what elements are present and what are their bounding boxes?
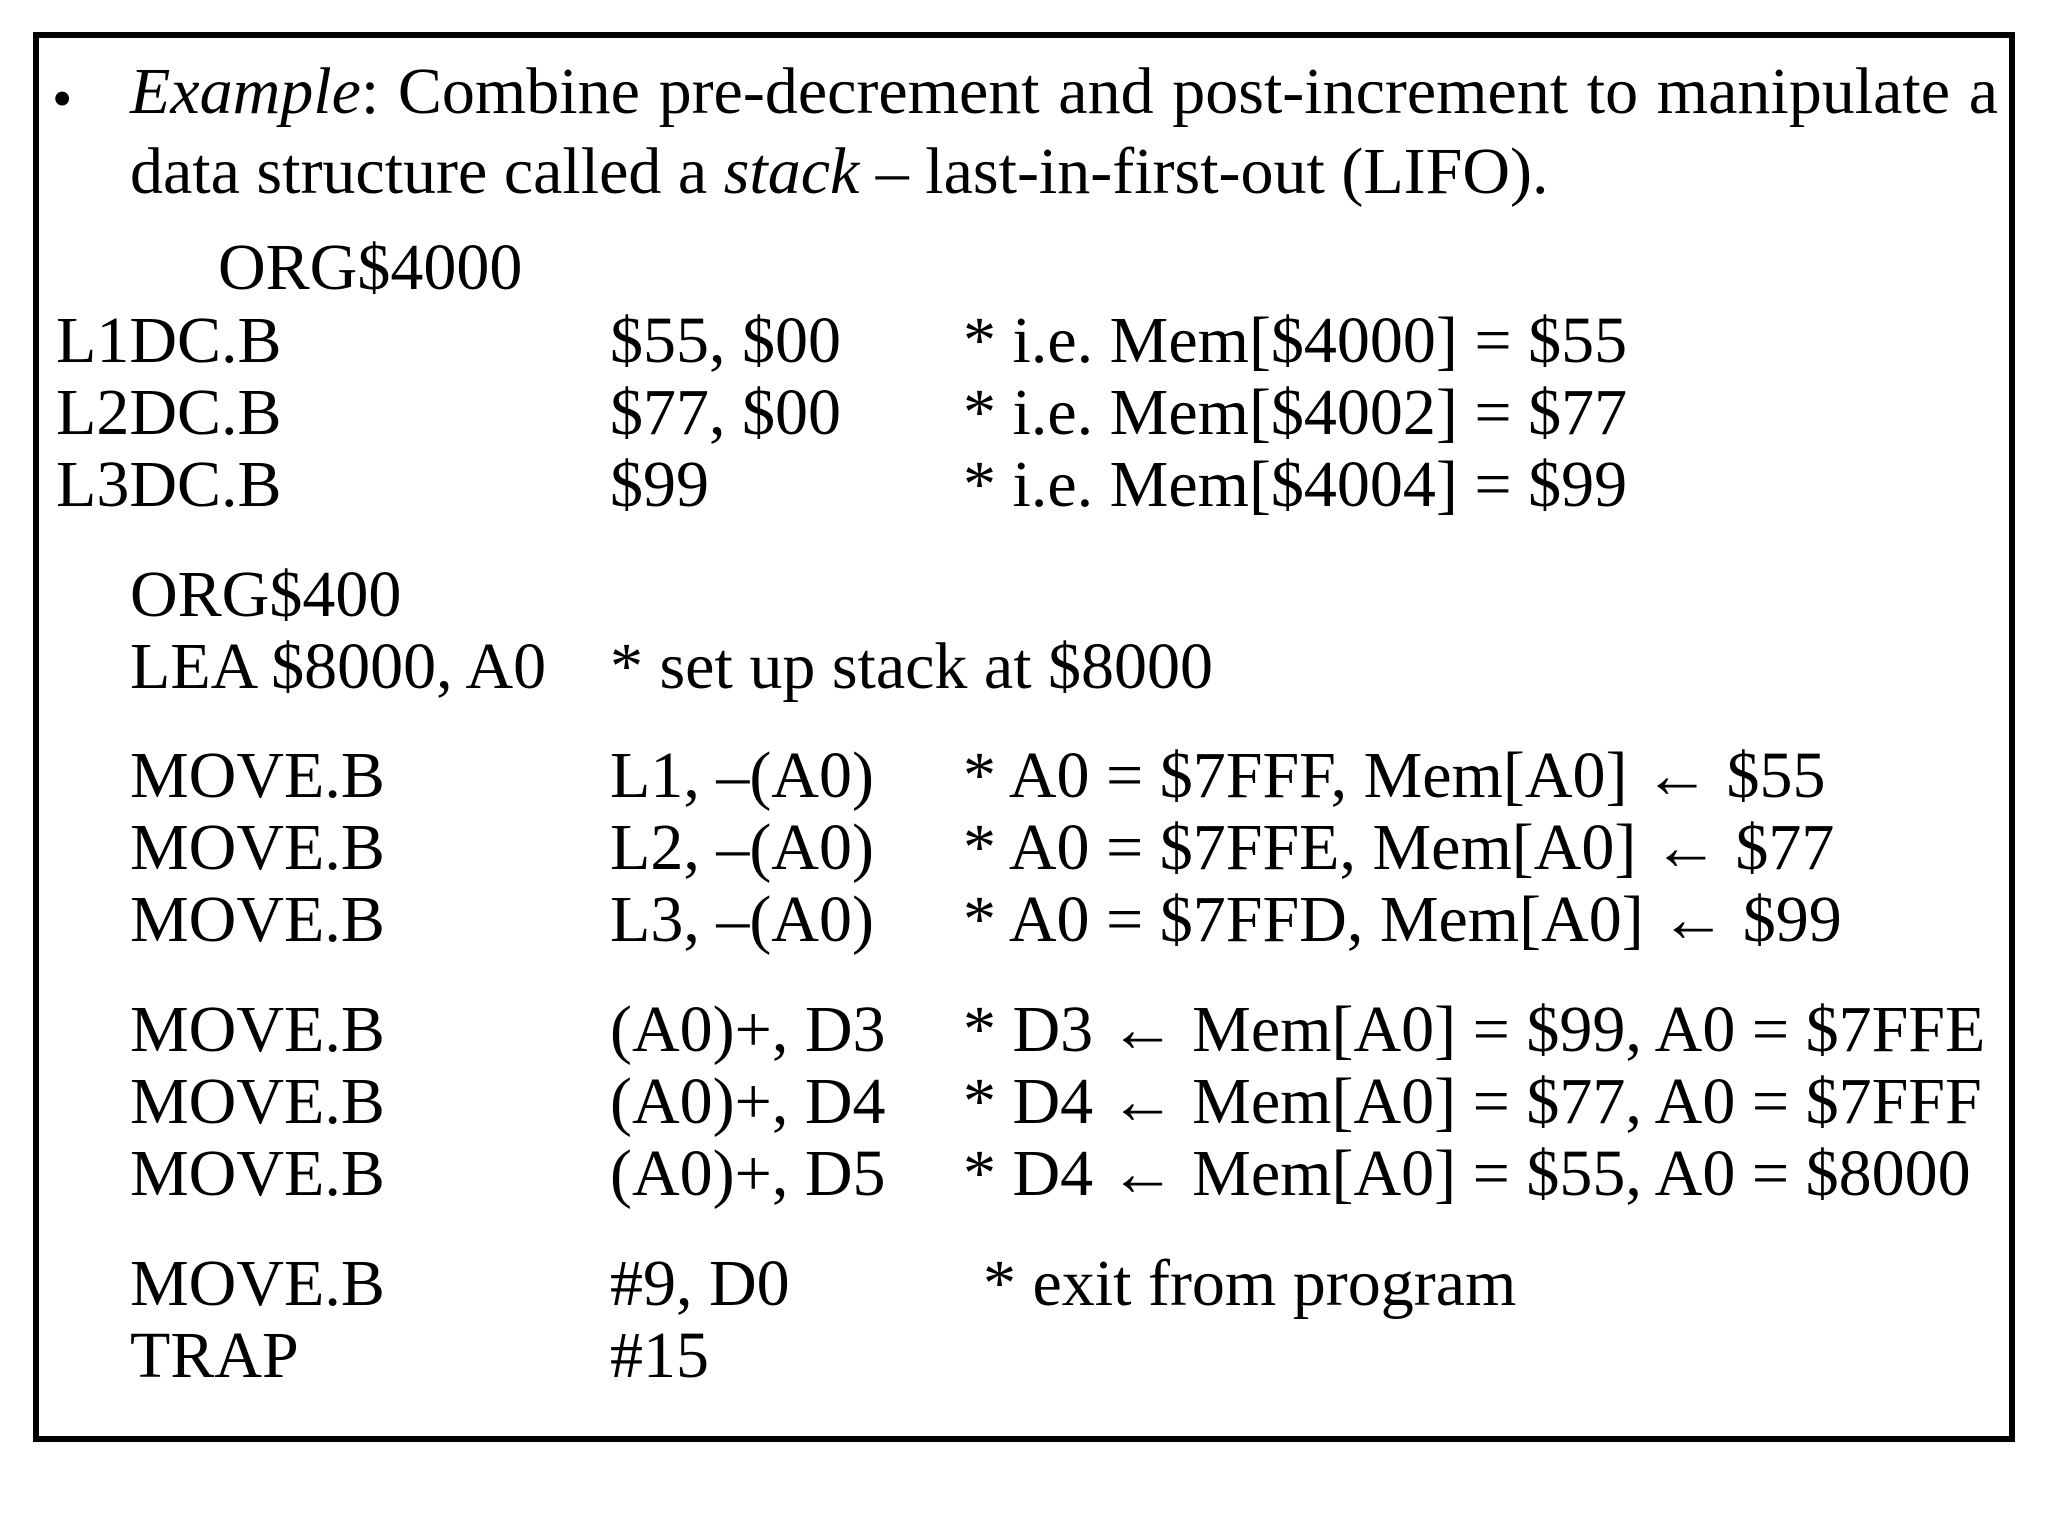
pop-op: MOVE.B: [130, 1137, 385, 1210]
bullet-marker: •: [52, 66, 73, 131]
org-data-directive: ORG$4000: [218, 231, 523, 304]
exit-op: MOVE.B: [130, 1247, 385, 1320]
exit-comment: * exit from program: [983, 1247, 1517, 1320]
lea-instruction: LEA $8000, A0: [130, 630, 547, 703]
example-label: Example: [130, 55, 361, 128]
intro-text-part2: – last-in-first-out (LIFO).: [859, 135, 1549, 208]
data-row-comment: * i.e. Mem[$4004] = $99: [963, 448, 1628, 521]
data-row-label: L3DC.B: [56, 448, 282, 521]
org-code-directive: ORG$400: [130, 558, 402, 631]
pop-operands: (A0)+, D5: [610, 1137, 886, 1210]
data-row-operands: $99: [610, 448, 709, 521]
data-row-label: L2DC.B: [56, 376, 282, 449]
data-row-operands: $55, $00: [610, 304, 841, 377]
pop-comment: * D4 ← Mem[A0] = $77, A0 = $7FFF: [963, 1065, 1982, 1138]
push-op: MOVE.B: [130, 739, 385, 812]
data-row-comment: * i.e. Mem[$4000] = $55: [963, 304, 1628, 377]
push-operands: L3, –(A0): [610, 883, 874, 956]
push-operands: L1, –(A0): [610, 739, 874, 812]
push-operands: L2, –(A0): [610, 811, 874, 884]
pop-operands: (A0)+, D4: [610, 1065, 886, 1138]
push-comment: * A0 = $7FFD, Mem[A0] ← $99: [963, 883, 1842, 956]
data-row-label: L1DC.B: [56, 304, 282, 377]
pop-operands: (A0)+, D3: [610, 993, 886, 1066]
pop-comment: * D4 ← Mem[A0] = $55, A0 = $8000: [963, 1137, 1971, 1210]
data-row-comment: * i.e. Mem[$4002] = $77: [963, 376, 1628, 449]
lea-comment: * set up stack at $8000: [610, 630, 1214, 703]
exit-operands: #9, D0: [610, 1247, 790, 1320]
pop-op: MOVE.B: [130, 993, 385, 1066]
intro-text-part1: : Combine pre-decrement and post-increment to manipulate a data structure called a: [130, 55, 1998, 208]
trap-op: TRAP: [130, 1319, 299, 1392]
stack-word: stack: [723, 135, 860, 208]
trap-operands: #15: [610, 1319, 709, 1392]
pop-comment: * D3 ← Mem[A0] = $99, A0 = $7FFE: [963, 993, 1986, 1066]
push-op: MOVE.B: [130, 811, 385, 884]
push-comment: * A0 = $7FFF, Mem[A0] ← $55: [963, 739, 1826, 812]
pop-op: MOVE.B: [130, 1065, 385, 1138]
intro-paragraph: [130, 52, 1998, 212]
push-comment: * A0 = $7FFE, Mem[A0] ← $77: [963, 811, 1835, 884]
push-op: MOVE.B: [130, 883, 385, 956]
data-row-operands: $77, $00: [610, 376, 841, 449]
